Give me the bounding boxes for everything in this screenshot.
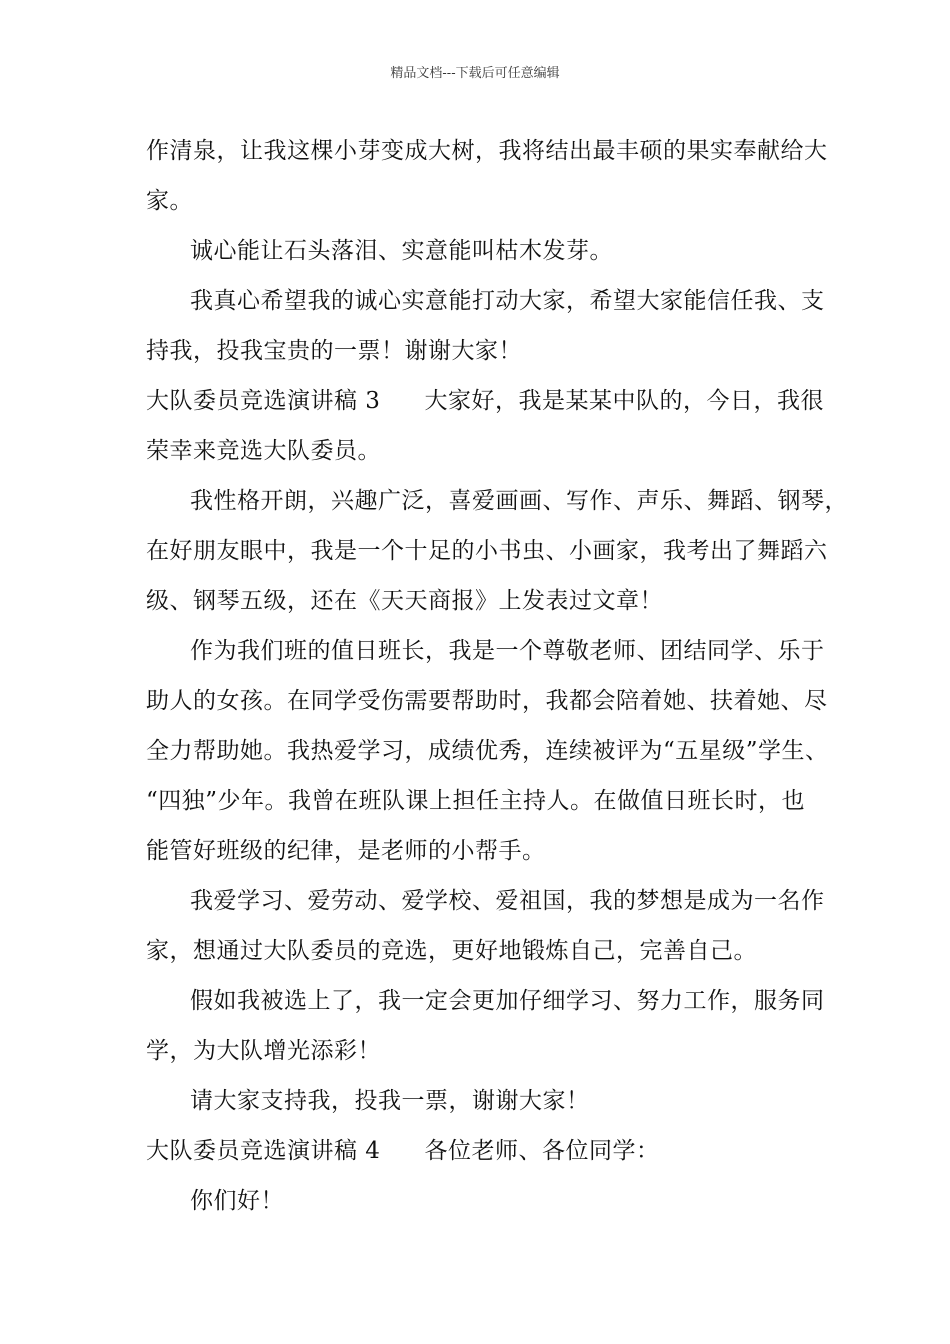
speech-4-heading: 大队委员竞选演讲稿 4 — [146, 1138, 381, 1164]
text-line: 你们好！ — [190, 1188, 284, 1214]
text-line: 假如我被选上了，我一定会更加仔细学习、努力工作，服务同 — [190, 988, 825, 1014]
text-line: 请大家支持我，投我一票，谢谢大家！ — [190, 1088, 590, 1114]
text-line: 作为我们班的值日班长，我是一个尊敬老师、团结同学、乐于 — [190, 638, 825, 664]
text-line: 级、钢琴五级，还在《天天商报》上发表过文章！ — [146, 588, 663, 614]
text-line: 助人的女孩。在同学受伤需要帮助时，我都会陪着她、扶着她、尽 — [146, 688, 828, 714]
text-line: 能管好班级的纪律，是老师的小帮手。 — [146, 838, 546, 864]
page-header: 精品文档---下载后可任意编辑 — [390, 66, 560, 81]
speech-3-line — [146, 386, 824, 416]
text-line: 学，为大队增光添彩！ — [146, 1038, 381, 1064]
speech-3-heading: 大队委员竞选演讲稿 3 — [146, 388, 381, 414]
text-line: 作清泉，让我这棵小芽变成大树，我将结出最丰硕的果实奉献给大 — [146, 138, 828, 164]
text-line: 诚心能让石头落泪、实意能叫枯木发芽。 — [190, 238, 613, 264]
text-line: 大家好，我是某某中队的，今日，我很 — [424, 388, 824, 414]
text-line: 荣幸来竞选大队委员。 — [146, 438, 381, 464]
speech-4-line — [146, 1136, 659, 1166]
text-line: 全力帮助她。我热爱学习，成绩优秀，连续被评为“五星级”学生、 — [146, 738, 829, 764]
text-line: 我爱学习、爱劳动、爱学校、爱祖国，我的梦想是成为一名作 — [190, 888, 825, 914]
text-line: 我性格开朗，兴趣广泛，喜爱画画、写作、声乐、舞蹈、钢琴， — [190, 488, 848, 514]
text-line: 各位老师、各位同学： — [424, 1138, 660, 1164]
text-line: “四独”少年。我曾在班队课上担任主持人。在做值日班长时，也 — [146, 788, 806, 814]
text-line: 家。 — [146, 188, 193, 214]
text-line: 我真心希望我的诚心实意能打动大家，希望大家能信任我、支 — [190, 288, 825, 314]
text-line: 家，想通过大队委员的竞选，更好地锻炼自己，完善自己。 — [146, 938, 757, 964]
text-line: 在好朋友眼中，我是一个十足的小书虫、小画家，我考出了舞蹈六 — [146, 538, 828, 564]
text-line: 持我，投我宝贵的一票！谢谢大家！ — [146, 338, 522, 364]
